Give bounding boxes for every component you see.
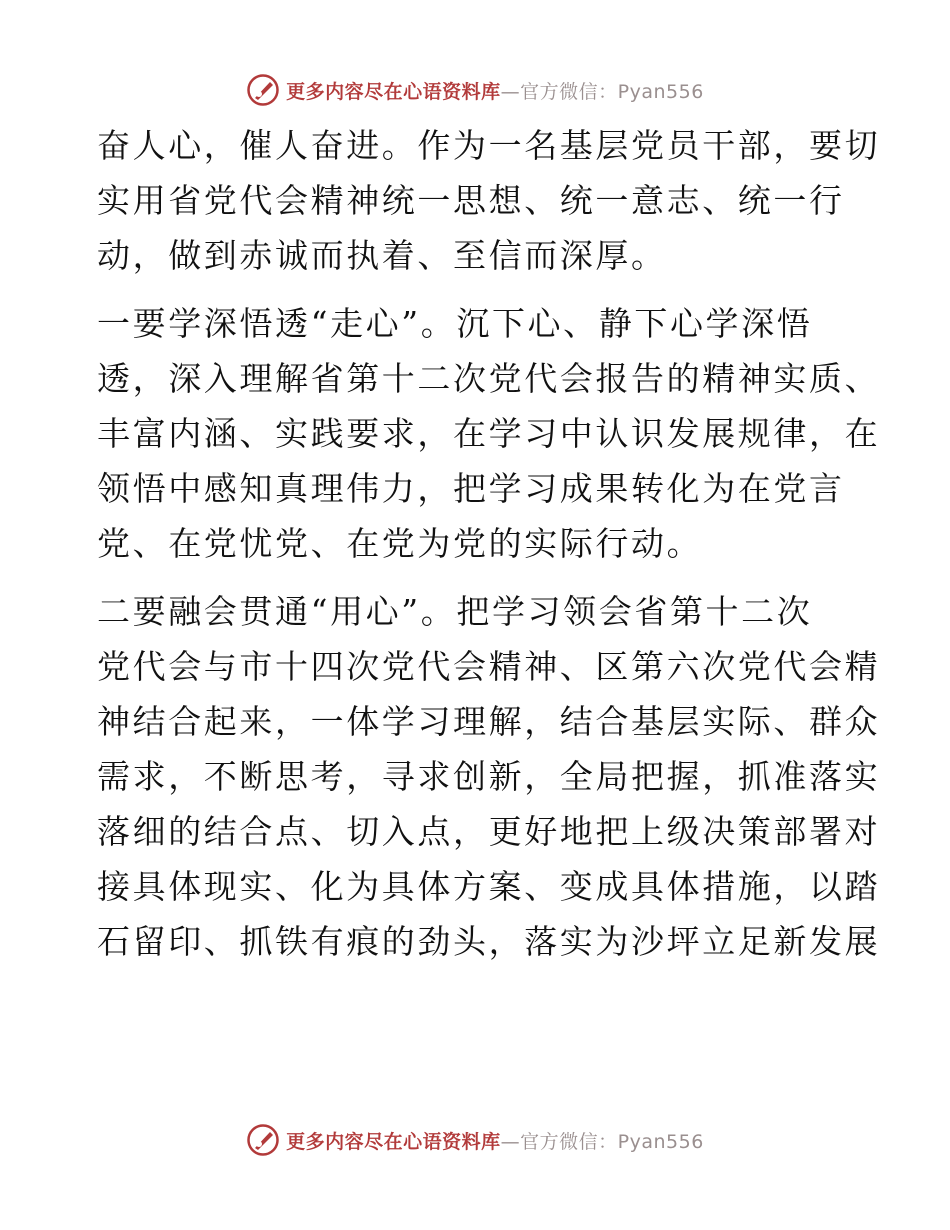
header-watermark — [0, 70, 950, 110]
logo-icon — [246, 73, 280, 107]
text-line: 奋人心，催人奋进。作为一名基层党员干部，要切 — [97, 126, 881, 165]
header-watermark-subtext: —官方微信：Pyan556 — [500, 80, 704, 103]
text-line: 领悟中感知真理伟力，把学习成果转化为在党言 — [97, 469, 845, 508]
text-line: 透，深入理解省第十二次党代会报告的精神实质、 — [97, 359, 881, 398]
text-line: 神结合起来，一体学习理解，结合基层实际、群众 — [97, 702, 881, 741]
paragraph — [97, 296, 881, 571]
document-body — [97, 118, 881, 982]
paragraph — [97, 584, 881, 969]
text-line: 一要学深悟透“走心”。沉下心、静下心学深悟 — [97, 304, 813, 343]
header-watermark-text: 更多内容尽在心语资料库 — [286, 80, 501, 103]
text-line: 丰富内涵、实践要求，在学习中认识发展规律，在 — [97, 414, 881, 453]
footer-watermark — [0, 1120, 950, 1160]
footer-watermark-text: 更多内容尽在心语资料库 — [286, 1130, 501, 1153]
text-line: 需求，不断思考，寻求创新，全局把握，抓准落实 — [97, 757, 881, 796]
text-line: 二要融会贯通“用心”。把学习领会省第十二次 — [97, 592, 813, 631]
footer-watermark-subtext: —官方微信：Pyan556 — [500, 1130, 704, 1153]
text-line: 落细的结合点、切入点，更好地把上级决策部署对 — [97, 812, 881, 851]
text-line: 石留印、抓铁有痕的劲头，落实为沙坪立足新发展 — [97, 922, 881, 961]
paragraph — [97, 118, 881, 283]
text-line: 接具体现实、化为具体方案、变成具体措施，以踏 — [97, 867, 881, 906]
text-line: 党、在党忧党、在党为党的实际行动。 — [97, 524, 703, 563]
logo-icon — [246, 1123, 280, 1157]
text-line: 实用省党代会精神统一思想、统一意志、统一行 — [97, 181, 845, 220]
text-line: 动，做到赤诚而执着、至信而深厚。 — [97, 236, 667, 275]
text-line: 党代会与市十四次党代会精神、区第六次党代会精 — [97, 647, 881, 686]
